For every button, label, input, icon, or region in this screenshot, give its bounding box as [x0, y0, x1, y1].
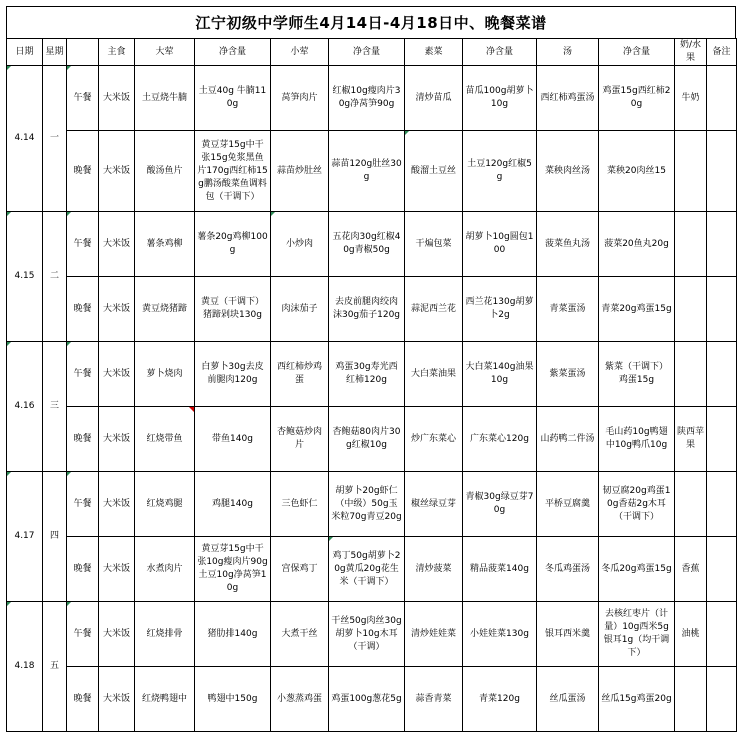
veg-net-cell: 精品菠菜140g	[463, 537, 537, 602]
fruit-cell: 油桃	[675, 602, 707, 667]
meal-cell: 晚餐	[67, 131, 99, 212]
fruit-cell	[675, 472, 707, 537]
soup-net-cell: 冬瓜20g鸡蛋15g	[599, 537, 675, 602]
fruit-cell	[675, 342, 707, 407]
veg-cell: 大白菜油果	[405, 342, 463, 407]
fruit-cell	[675, 277, 707, 342]
staple-cell: 大米饭	[99, 602, 135, 667]
note-cell	[707, 667, 737, 732]
table-row	[7, 667, 737, 732]
main-net-cell: 猪肋排140g	[195, 602, 271, 667]
weekday-cell: 五	[43, 602, 67, 732]
table-row	[7, 66, 737, 131]
weekday-cell: 四	[43, 472, 67, 602]
main-dish-cell: 黄豆烧猪蹄	[135, 277, 195, 342]
soup-net-cell: 鸡蛋15g西红柿20g	[599, 66, 675, 131]
meal-cell: 晚餐	[67, 277, 99, 342]
main-dish-cell: 酸汤鱼片	[135, 131, 195, 212]
soup-cell: 菠菜鱼丸汤	[537, 212, 599, 277]
side-dish-cell: 莴笋肉片	[271, 66, 329, 131]
header-main: 大荤	[135, 39, 195, 66]
meal-cell: 午餐	[67, 602, 99, 667]
soup-net-cell: 丝瓜15g鸡蛋20g	[599, 667, 675, 732]
main-dish-cell: 水煮肉片	[135, 537, 195, 602]
header-meal	[67, 39, 99, 66]
soup-net-cell: 紫菜（干调下）鸡蛋15g	[599, 342, 675, 407]
soup-net-cell: 韧豆腐20g鸡蛋10g香菇2g木耳（干调下）	[599, 472, 675, 537]
staple-cell: 大米饭	[99, 407, 135, 472]
table-row	[7, 131, 737, 212]
meal-cell: 午餐	[67, 66, 99, 131]
note-cell	[707, 66, 737, 131]
side-net-cell: 五花肉30g红椒40g青椒50g	[329, 212, 405, 277]
note-cell	[707, 342, 737, 407]
header-weekday: 星期	[43, 39, 67, 66]
table-row	[7, 537, 737, 602]
soup-cell: 青菜蛋汤	[537, 277, 599, 342]
note-cell	[707, 537, 737, 602]
fruit-cell: 牛奶	[675, 66, 707, 131]
note-cell	[707, 212, 737, 277]
meal-cell: 午餐	[67, 212, 99, 277]
fruit-cell: 陕西苹果	[675, 407, 707, 472]
veg-net-cell: 大白菜140g油果10g	[463, 342, 537, 407]
date-cell: 4.17	[7, 472, 43, 602]
header-main-net: 净含量	[195, 39, 271, 66]
header-soup-net: 净含量	[599, 39, 675, 66]
meal-cell: 晚餐	[67, 537, 99, 602]
table-row	[7, 407, 737, 472]
main-dish-cell: 红烧排骨	[135, 602, 195, 667]
veg-net-cell: 青椒30g绿豆芽70g	[463, 472, 537, 537]
header-staple: 主食	[99, 39, 135, 66]
fruit-cell	[675, 212, 707, 277]
soup-net-cell: 青菜20g鸡蛋15g	[599, 277, 675, 342]
table-row	[7, 277, 737, 342]
header-date: 日期	[7, 39, 43, 66]
side-net-cell: 胡萝卜20g虾仁（中级）50g玉米粒70g青豆20g	[329, 472, 405, 537]
side-net-cell: 红椒10g瘦肉片30g净莴笋90g	[329, 66, 405, 131]
main-dish-cell: 薯条鸡柳	[135, 212, 195, 277]
soup-net-cell: 菠菜20鱼丸20g	[599, 212, 675, 277]
veg-cell: 酸溜土豆丝	[405, 131, 463, 212]
veg-cell: 清炒苗瓜	[405, 66, 463, 131]
side-dish-cell: 西红柿炒鸡蛋	[271, 342, 329, 407]
side-net-cell: 蒜苗120g肚丝30g	[329, 131, 405, 212]
veg-cell: 炒广东菜心	[405, 407, 463, 472]
side-dish-cell: 三色虾仁	[271, 472, 329, 537]
main-dish-cell: 红烧鸭翅中	[135, 667, 195, 732]
weekday-cell: 一	[43, 66, 67, 212]
soup-net-cell: 毛山药10g鸭翅中10g鸭爪10g	[599, 407, 675, 472]
veg-cell: 蒜泥西兰花	[405, 277, 463, 342]
header-note: 备注	[707, 39, 737, 66]
note-cell	[707, 472, 737, 537]
veg-net-cell: 西兰花130g胡萝卜2g	[463, 277, 537, 342]
main-dish-cell: 红烧鸡腿	[135, 472, 195, 537]
main-dish-cell: 土豆烧牛腩	[135, 66, 195, 131]
header-fruit: 奶/水果	[675, 39, 707, 66]
side-dish-cell: 宫保鸡丁	[271, 537, 329, 602]
date-cell: 4.15	[7, 212, 43, 342]
menu-sheet	[6, 6, 736, 732]
veg-net-cell: 土豆120g红椒5g	[463, 131, 537, 212]
veg-cell: 清炒菠菜	[405, 537, 463, 602]
side-dish-cell: 肉沫茄子	[271, 277, 329, 342]
side-net-cell: 去皮前腿肉绞肉沫30g茄子120g	[329, 277, 405, 342]
header-row	[7, 39, 737, 66]
veg-net-cell: 小娃娃菜130g	[463, 602, 537, 667]
staple-cell: 大米饭	[99, 277, 135, 342]
header-soup: 汤	[537, 39, 599, 66]
staple-cell: 大米饭	[99, 212, 135, 277]
note-cell	[707, 277, 737, 342]
table-row	[7, 212, 737, 277]
main-net-cell: 带鱼140g	[195, 407, 271, 472]
soup-net-cell: 菜秧20肉丝15	[599, 131, 675, 212]
note-cell	[707, 602, 737, 667]
meal-cell: 午餐	[67, 342, 99, 407]
main-net-cell: 白萝卜30g去皮前腿肉120g	[195, 342, 271, 407]
main-net-cell: 黄豆芽15g中干张10g瘦肉片90g土豆10g净莴笋10g	[195, 537, 271, 602]
side-net-cell: 鸡蛋100g葱花5g	[329, 667, 405, 732]
soup-cell: 银耳西米羹	[537, 602, 599, 667]
soup-cell: 丝瓜蛋汤	[537, 667, 599, 732]
header-side-net: 净含量	[329, 39, 405, 66]
weekday-cell: 三	[43, 342, 67, 472]
menu-title: 江宁初级中学师生4月14日-4月18日中、晚餐菜谱	[6, 6, 736, 38]
meal-cell: 午餐	[67, 472, 99, 537]
staple-cell: 大米饭	[99, 131, 135, 212]
meal-cell: 晚餐	[67, 407, 99, 472]
side-dish-cell: 小葱蒸鸡蛋	[271, 667, 329, 732]
veg-net-cell: 胡萝卜10g圆包100	[463, 212, 537, 277]
header-veg: 素菜	[405, 39, 463, 66]
main-dish-cell: 萝卜烧肉	[135, 342, 195, 407]
side-dish-cell: 杏鲍菇炒肉片	[271, 407, 329, 472]
header-veg-net: 净含量	[463, 39, 537, 66]
date-cell: 4.16	[7, 342, 43, 472]
staple-cell: 大米饭	[99, 667, 135, 732]
soup-cell: 西红柿鸡蛋汤	[537, 66, 599, 131]
veg-cell: 干煸包菜	[405, 212, 463, 277]
main-net-cell: 鸭翅中150g	[195, 667, 271, 732]
date-cell: 4.18	[7, 602, 43, 732]
main-dish-cell: 红烧带鱼	[135, 407, 195, 472]
side-dish-cell: 大煮干丝	[271, 602, 329, 667]
date-cell: 4.14	[7, 66, 43, 212]
meal-cell: 晚餐	[67, 667, 99, 732]
veg-net-cell: 苗瓜100g胡萝卜10g	[463, 66, 537, 131]
side-net-cell: 杏鲍菇80肉片30g红椒10g	[329, 407, 405, 472]
fruit-cell: 香蕉	[675, 537, 707, 602]
veg-net-cell: 青菜120g	[463, 667, 537, 732]
side-dish-cell: 小炒肉	[271, 212, 329, 277]
soup-cell: 紫菜蛋汤	[537, 342, 599, 407]
table-row	[7, 342, 737, 407]
staple-cell: 大米饭	[99, 537, 135, 602]
veg-cell: 椒丝绿豆芽	[405, 472, 463, 537]
table-row	[7, 472, 737, 537]
soup-net-cell: 去核红枣片（计量）10g西米5g银耳1g（均干调下）	[599, 602, 675, 667]
soup-cell: 菜秧肉丝汤	[537, 131, 599, 212]
veg-cell: 清炒娃娃菜	[405, 602, 463, 667]
side-net-cell: 鸡丁50g胡萝卜20g黄瓜20g花生米（干调下）	[329, 537, 405, 602]
weekday-cell: 二	[43, 212, 67, 342]
fruit-cell	[675, 131, 707, 212]
side-net-cell: 鸡蛋30g寿光西红柿120g	[329, 342, 405, 407]
note-cell	[707, 131, 737, 212]
main-net-cell: 土豆40g 牛腩110g	[195, 66, 271, 131]
note-cell	[707, 407, 737, 472]
header-side: 小荤	[271, 39, 329, 66]
side-net-cell: 干丝50g肉丝30g胡萝卜10g木耳（干调）	[329, 602, 405, 667]
veg-net-cell: 广东菜心120g	[463, 407, 537, 472]
main-net-cell: 薯条20g鸡柳100g	[195, 212, 271, 277]
soup-cell: 平桥豆腐羹	[537, 472, 599, 537]
table-row	[7, 602, 737, 667]
staple-cell: 大米饭	[99, 472, 135, 537]
staple-cell: 大米饭	[99, 342, 135, 407]
main-net-cell: 鸡腿140g	[195, 472, 271, 537]
soup-cell: 山药鸭二件汤	[537, 407, 599, 472]
staple-cell: 大米饭	[99, 66, 135, 131]
fruit-cell	[675, 667, 707, 732]
main-net-cell: 黄豆芽15g中干张15g免浆黑鱼片170g西红柿15g鹏汤酸菜鱼调料包（干调下）	[195, 131, 271, 212]
side-dish-cell: 蒜苗炒肚丝	[271, 131, 329, 212]
main-net-cell: 黄豆（干调下）猪蹄剁块130g	[195, 277, 271, 342]
soup-cell: 冬瓜鸡蛋汤	[537, 537, 599, 602]
menu-table	[6, 38, 737, 732]
veg-cell: 蒜香青菜	[405, 667, 463, 732]
